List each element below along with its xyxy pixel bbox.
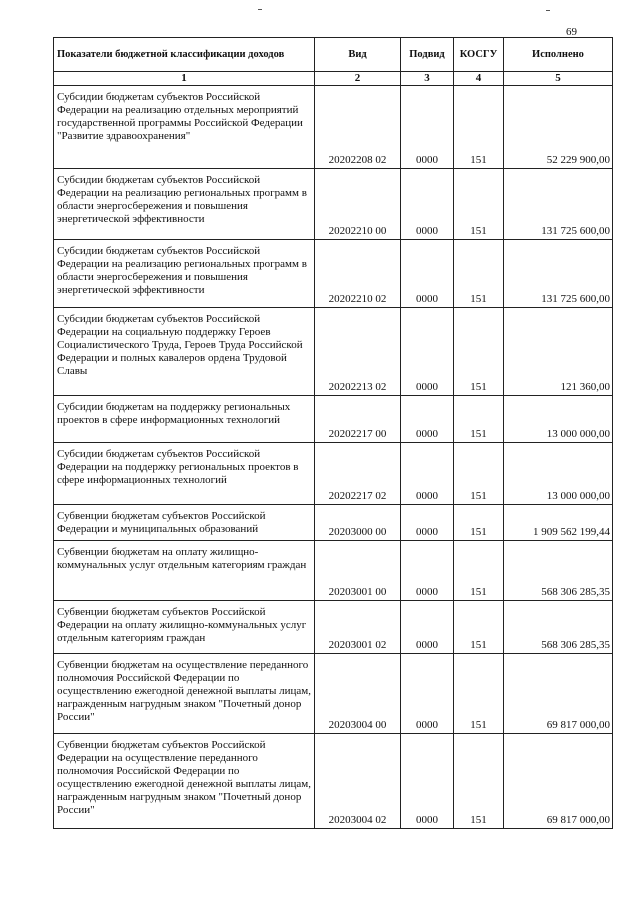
row-kosgu: 151 — [454, 601, 504, 654]
row-vid: 20203000 00 — [315, 505, 401, 541]
row-kosgu: 151 — [454, 240, 504, 308]
table-row — [54, 169, 613, 240]
table-row — [54, 654, 613, 734]
page-number: 69 — [566, 26, 577, 38]
row-name: Субсидии бюджетам субъектов Российской Федерации на социальную поддержку Героев Социалистического Труда, Героев Труда Российской Федерации и полных кавалеров ордена Трудовой Славы — [54, 308, 315, 396]
row-name: Субсидии бюджетам субъектов Российской Федерации на реализацию региональных программ в области энергосбережения и повышения энергетической эффективности — [54, 169, 315, 240]
row-vid: 20203001 00 — [315, 541, 401, 601]
row-podvid: 0000 — [401, 601, 454, 654]
table-row — [54, 734, 613, 829]
row-executed: 131 725 600,00 — [504, 240, 613, 308]
header-executed: Исполнено — [504, 38, 613, 72]
row-vid: 20202217 00 — [315, 396, 401, 443]
table-row — [54, 505, 613, 541]
row-kosgu: 151 — [454, 86, 504, 169]
row-vid: 20202213 02 — [315, 308, 401, 396]
row-vid: 20202210 00 — [315, 169, 401, 240]
column-number-row — [54, 72, 613, 86]
row-name: Субвенции бюджетам субъектов Российской Федерации на осуществление переданного полномочия Российской Федерации по осуществлению ежегодной денежной выплаты лицам, награжденным нагрудным знаком "Почетный донор России" — [54, 734, 315, 829]
row-vid: 20202217 02 — [315, 443, 401, 505]
table-row — [54, 86, 613, 169]
row-executed: 568 306 285,35 — [504, 541, 613, 601]
column-number: 2 — [315, 72, 401, 86]
row-kosgu: 151 — [454, 308, 504, 396]
table-row — [54, 601, 613, 654]
header-name: Показатели бюджетной классификации доходов — [54, 38, 315, 72]
row-executed: 568 306 285,35 — [504, 601, 613, 654]
row-kosgu: 151 — [454, 169, 504, 240]
row-executed: 131 725 600,00 — [504, 169, 613, 240]
row-kosgu: 151 — [454, 396, 504, 443]
row-podvid: 0000 — [401, 654, 454, 734]
row-executed: 121 360,00 — [504, 308, 613, 396]
table-row — [54, 240, 613, 308]
row-executed: 1 909 562 199,44 — [504, 505, 613, 541]
row-kosgu: 151 — [454, 443, 504, 505]
row-kosgu: 151 — [454, 505, 504, 541]
table-row — [54, 541, 613, 601]
table-row — [54, 396, 613, 443]
row-podvid: 0000 — [401, 169, 454, 240]
header-vid: Вид — [315, 38, 401, 72]
row-name: Субвенции бюджетам субъектов Российской Федерации на оплату жилищно-коммунальных услуг отдельным категориям граждан — [54, 601, 315, 654]
row-podvid: 0000 — [401, 240, 454, 308]
row-kosgu: 151 — [454, 541, 504, 601]
row-name: Субвенции бюджетам субъектов Российской Федерации и муниципальных образований — [54, 505, 315, 541]
scan-speck — [258, 9, 262, 10]
row-name: Субсидии бюджетам субъектов Российской Федерации на реализацию отдельных мероприятий государственной программы Российской Федерации "Развитие здравоохранения" — [54, 86, 315, 169]
row-executed: 69 817 000,00 — [504, 734, 613, 829]
row-name: Субвенции бюджетам на осуществление переданного полномочия Российской Федерации по осуществлению ежегодной денежной выплаты лицам, награжденным нагрудным знаком "Почетный донор России" — [54, 654, 315, 734]
table-row — [54, 308, 613, 396]
row-podvid: 0000 — [401, 541, 454, 601]
row-podvid: 0000 — [401, 396, 454, 443]
row-kosgu: 151 — [454, 654, 504, 734]
row-vid: 20202208 02 — [315, 86, 401, 169]
row-name: Субсидии бюджетам субъектов Российской Федерации на реализацию региональных программ в области энергосбережения и повышения энергетической эффективности — [54, 240, 315, 308]
header-podvid: Подвид — [401, 38, 454, 72]
row-executed: 52 229 900,00 — [504, 86, 613, 169]
row-vid: 20203004 00 — [315, 654, 401, 734]
row-vid: 20203004 02 — [315, 734, 401, 829]
column-number: 5 — [504, 72, 613, 86]
header-kosgu: КОСГУ — [454, 38, 504, 72]
budget-income-table — [53, 37, 613, 829]
column-number: 1 — [54, 72, 315, 86]
row-executed: 13 000 000,00 — [504, 396, 613, 443]
row-vid: 20202210 02 — [315, 240, 401, 308]
column-number: 3 — [401, 72, 454, 86]
row-executed: 13 000 000,00 — [504, 443, 613, 505]
row-podvid: 0000 — [401, 86, 454, 169]
row-podvid: 0000 — [401, 505, 454, 541]
row-executed: 69 817 000,00 — [504, 654, 613, 734]
column-number: 4 — [454, 72, 504, 86]
row-podvid: 0000 — [401, 308, 454, 396]
row-name: Субвенции бюджетам на оплату жилищно-коммунальных услуг отдельным категориям граждан — [54, 541, 315, 601]
row-vid: 20203001 02 — [315, 601, 401, 654]
row-name: Субсидии бюджетам на поддержку региональных проектов в сфере информационных технологий — [54, 396, 315, 443]
row-kosgu: 151 — [454, 734, 504, 829]
row-podvid: 0000 — [401, 443, 454, 505]
scan-speck — [546, 10, 550, 11]
row-podvid: 0000 — [401, 734, 454, 829]
row-name: Субсидии бюджетам субъектов Российской Федерации на поддержку региональных проектов в сфере информационных технологий — [54, 443, 315, 505]
header-row — [54, 38, 613, 72]
table-row — [54, 443, 613, 505]
